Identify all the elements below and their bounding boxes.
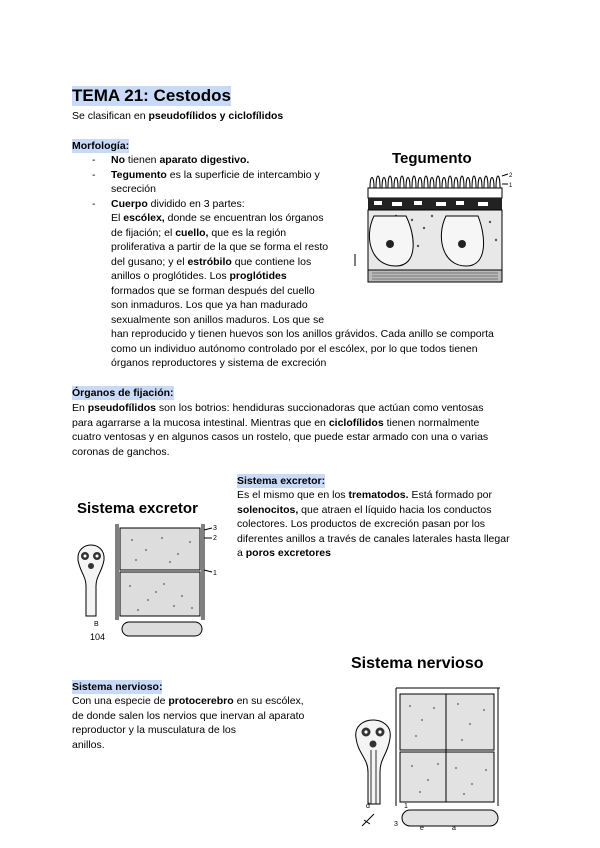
b3-l5a: del gusano; y el — [111, 255, 188, 268]
nervioso-line1 — [72, 694, 342, 709]
ner-l1c: en su escólex, — [233, 695, 304, 707]
fij-l1c: son los botrios: hendiduras succionadoras que actúan como ventosas — [156, 402, 484, 414]
fijacion-line1 — [72, 401, 562, 416]
exc-l1c: Está formado por — [408, 489, 493, 501]
b2-bold: Tegumento — [111, 168, 167, 181]
exc-l1a: Es el mismo que en los — [237, 489, 349, 501]
tegumento-figure — [352, 166, 522, 292]
nervioso-heading: Sistema nervioso: — [72, 681, 163, 693]
b3-l8: son inmaduros. Los que ya han madurado — [111, 299, 308, 311]
exc-l2a: solenocitos, — [237, 503, 299, 516]
excretor-label-1: 1 — [213, 570, 217, 577]
ner-l1b: protocerebro — [168, 695, 234, 707]
excretor-line1 — [237, 488, 567, 503]
b3-l3a: de fijación; el — [111, 226, 176, 239]
cont-line1: han reproducido y tienen huevos son los anillos grávidos. Cada anillo se comporta — [111, 328, 494, 340]
bullet-tegumento — [92, 168, 372, 197]
b2-line2: secreción — [111, 183, 156, 195]
fij-l2c: tienen normalmente — [383, 416, 480, 429]
b1-bold: No — [111, 154, 125, 166]
b3-l9: sexualmente son anillos maduros. Los que se — [111, 313, 325, 326]
b3-l5c: que contiene los — [231, 255, 312, 268]
b3-l3b: cuello, — [175, 226, 209, 239]
fijacion-line4: coronas de ganchos. — [72, 445, 170, 458]
intro-pre: Se clasifican en — [72, 110, 149, 122]
nervioso-illustration — [350, 684, 520, 834]
fijacion-line2 — [72, 416, 562, 431]
b3-l7: formados que se forman después del cuello — [111, 284, 315, 297]
b3-l3c: que es la región — [208, 226, 287, 239]
b1-bold2: aparato digestivo. — [159, 154, 250, 166]
fijacion-paragraph — [72, 401, 562, 459]
tegumento-label-2: 2 — [509, 173, 513, 179]
morfologia-list — [92, 153, 372, 327]
nervioso-figure — [350, 684, 520, 834]
nervioso-paragraph — [72, 694, 342, 752]
b3-l6a: anillos o proglótides. Los — [111, 270, 230, 282]
tegumento-illustration — [352, 166, 522, 292]
nervioso-label-a: a — [452, 825, 456, 832]
exc-l5a: a — [237, 547, 246, 559]
nervioso-label-e: e — [420, 825, 424, 832]
excretor-illustration — [72, 520, 222, 644]
b3-l6b: proglótides — [229, 270, 287, 282]
excretor-label-b: B — [94, 621, 99, 628]
nervioso-line2: de donde salen los nervios que inervan al aparato — [72, 709, 305, 722]
bullet-cuerpo — [92, 197, 372, 328]
fijacion-line3: cuatro ventosas y en algunos casos un rostelo, que puede estar armado con una o varias — [72, 431, 489, 443]
fijacion-heading: Órganos de fijación: — [72, 387, 174, 399]
exc-l1b: trematodos. — [348, 489, 409, 501]
bullet-dash: - — [92, 168, 96, 181]
morfologia-heading: Morfología: — [72, 140, 130, 152]
exc-l5b: poros excretores — [245, 547, 331, 559]
intro-text — [72, 109, 283, 123]
excretor-figure-title: Sistema excretor — [77, 500, 198, 517]
fij-l2a: para agarrarse a la mucosa intestinal. Mientras que en — [72, 416, 329, 429]
b3-l5b: estróbilo — [187, 255, 232, 268]
nervioso-label-3: 3 — [394, 821, 398, 828]
excretor-paragraph — [237, 488, 567, 561]
excretor-line3: colectores. Los productos de excreción pasan por los — [237, 518, 486, 530]
bullet-digestivo — [92, 153, 372, 168]
b3-l2b: escólex, — [123, 212, 165, 224]
bullet-dash: - — [92, 154, 96, 166]
exc-l2b: que atraen el líquido hacia los conductos — [298, 503, 492, 516]
page-title: TEMA 21: Cestodos — [72, 86, 232, 105]
b3-bold: Cuerpo — [111, 197, 148, 210]
nervioso-figure-title: Sistema nervioso — [351, 655, 484, 672]
cont-line3: órganos reproductores y sistema de excreción — [111, 357, 327, 369]
b3-l2a: El — [111, 212, 124, 224]
fij-l1b: pseudofílidos — [87, 402, 157, 414]
b3-text: dividido en 3 partes: — [147, 197, 245, 210]
nervioso-line4: anillos. — [72, 738, 105, 751]
nervioso-label-d: d — [366, 803, 370, 810]
excretor-figure — [72, 520, 222, 644]
fij-l2b: ciclofílidos — [328, 416, 384, 429]
b1-text: tienen — [125, 154, 160, 166]
nervioso-line3: reproductor y la musculatura de los — [72, 724, 236, 736]
b3-l4: proliferativa a partir de la que se forma el resto — [111, 241, 329, 253]
excretor-label-2: 2 — [213, 535, 217, 542]
morfologia-continuation — [111, 327, 561, 371]
tegumento-figure-title: Tegumento — [392, 150, 472, 167]
nervioso-label-1: 1 — [404, 803, 408, 810]
fij-l1a: En — [72, 402, 88, 414]
ner-l1a: Con una especie de — [72, 695, 169, 707]
b3-l2c: donde se encuentran los órganos — [164, 212, 324, 224]
excretor-line4: diferentes anillos a través de canales laterales hasta llegar — [237, 532, 510, 545]
excretor-figure-number: 104 — [90, 632, 106, 642]
bullet-dash: - — [92, 197, 96, 210]
cont-line2: como un individuo autónomo controlado por el escólex, por lo que todos tienen — [111, 342, 478, 355]
excretor-line5 — [237, 546, 567, 561]
excretor-line2 — [237, 503, 567, 518]
excretor-heading: Sistema excretor: — [237, 475, 326, 487]
tegumento-label-1: 1 — [509, 183, 513, 189]
b2-text: es la superficie de intercambio y — [166, 168, 320, 181]
excretor-label-3: 3 — [213, 525, 217, 532]
intro-bold: pseudofílidos y ciclofílidos — [148, 110, 284, 122]
